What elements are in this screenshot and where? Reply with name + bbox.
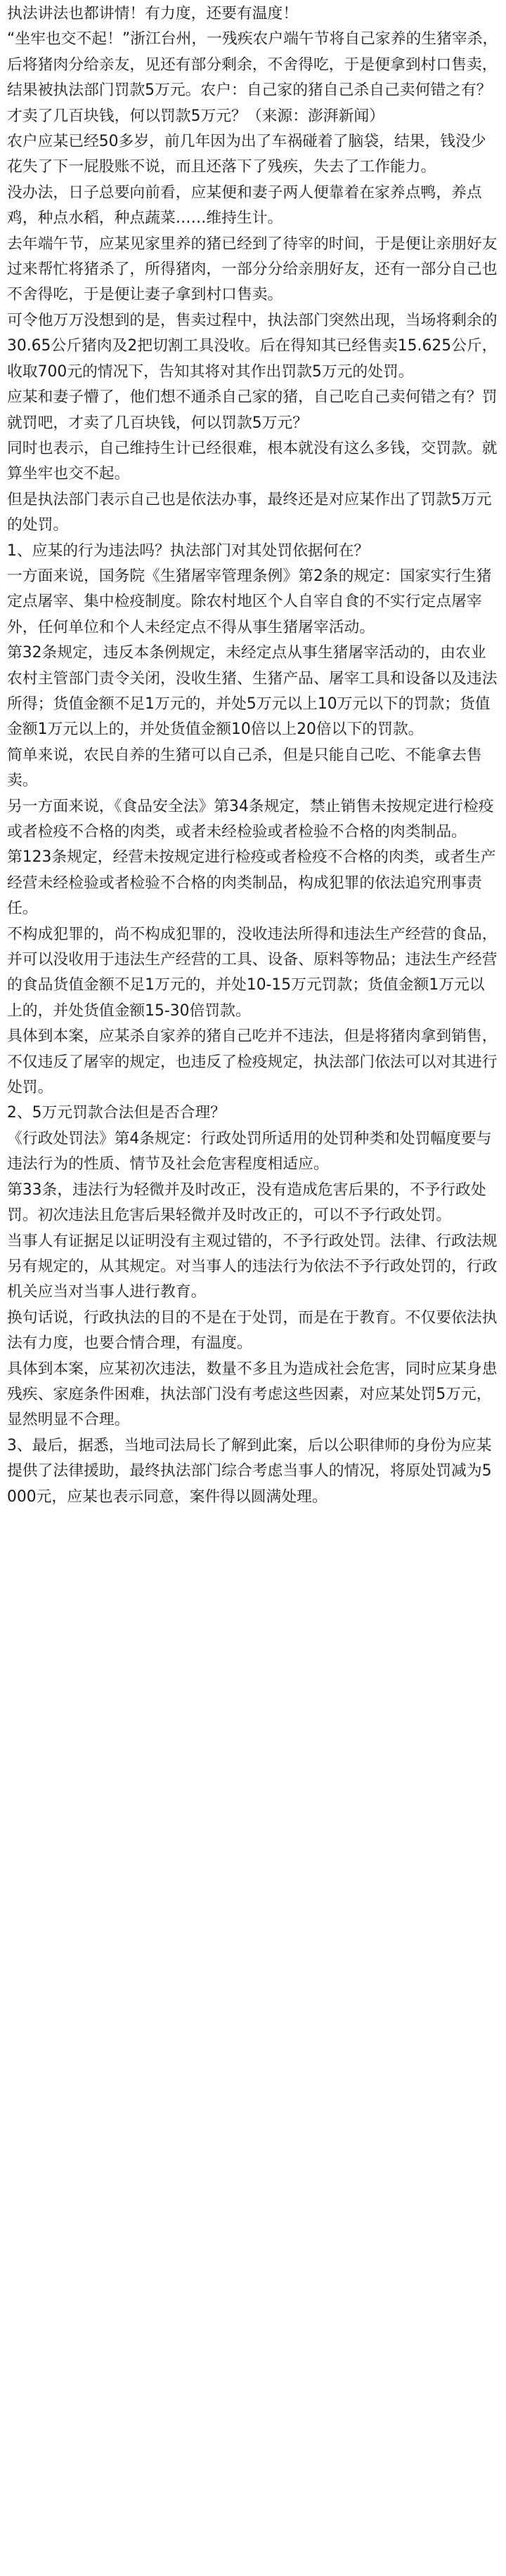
paragraph-conclusion: 3、最后，据悉，当地司法局长了解到此案，后以公职律师的身份为应某提供了法律援助，最终执法部门综合考虑当事人的情况，将原处罚减为5000元，应某也表示同意，案件得以圆满处理。: [7, 1436, 492, 1506]
paragraph-background: 农户应某已经50多岁，前几年因为出了车祸碰着了脑袋，结果，钱没少花失了下一屁股账不说，而且还落下了残疾，失去了工作能力。: [7, 133, 486, 176]
paragraph-news-summary: “坐牢也交不起！”浙江台州，一残疾农户端午节将自己家养的生猪宰杀，后将猪肉分给亲友，见还有部分剩余，不舍得吃，于是便拿到村口售卖，结果被执法部门罚款5万元。农户：自己家的猪自己杀自己卖何错之有？才卖了几百块钱，何以罚款5万元？（来源：澎湃新闻）: [7, 30, 498, 125]
paragraph-livelihood: 没办法，日子总要向前看，应某便和妻子两人便靠着在家养点鸭，养点鸡，种点水稻，种点蔬菜……维持生计。: [7, 183, 482, 228]
paragraph-slaughter: 去年端午节，应某见家里养的猪已经到了待宰的时间，于是便让亲朋好友过来帮忙将猪杀了，所得猪肉，一部分分给亲朋好友，还有一部分自己也不舍得吃，于是便让妻子拿到村口售卖。: [7, 235, 498, 304]
paragraph-case-analysis: 具体到本案，应某杀自家养的猪自己吃并不违法，但是将猪肉拿到销售，不仅违反了屠宰的规定，也违反了检疫规定，执法部门依法可以对其进行处罚。: [7, 1027, 498, 1097]
paragraph-reasonableness: 具体到本案，应某初次违法，数量不多且为造成社会危害，同时应某身患残疾、家庭条件困难，执法部门没有考虑这些因素，对应某处罚5万元，显然明显不合理。: [7, 1360, 498, 1429]
paragraph-penalty: 但是执法部门表示自己也是依法办事，最终还是对应某作出了罚款5万元的处罚。: [7, 490, 492, 534]
paragraph-admin-penalty-art33: 第33条，违法行为轻微并及时改正，没有造成危害后果的，不予行政处罚。初次违法且危害后果轻微并及时改正的，可以不予行政处罚。: [7, 1181, 486, 1225]
paragraph-admin-penalty-art4: 《行政处罚法》第4条规定：行政处罚所适用的处罚种类和处罚幅度要与违法行为的性质、情节及社会危害程度相适应。: [7, 1129, 492, 1174]
paragraph-statement: 同时也表示，自己维持生计已经很难，根本就没有这么多钱，交罚款。就算坐牢也交不起。: [7, 439, 498, 483]
paragraph-regulation-art32: 第32条规定，违反本条例规定，未经定点从事生猪屠宰活动的，由农业农村主管部门责令关闭，没收生猪、生猪产品、屠宰工具和设备以及违法所得；货值金额不足1万元的，并处5万元以上10万元以下的罚款；货值金额1万元以上的，并处货值金额10倍以上20倍以下的罚款。: [7, 644, 498, 739]
section-heading-1: 1、应某的行为违法吗？执法部门对其处罚依据何在？: [7, 541, 370, 560]
paragraph-regulation-art2: 一方面来说，国务院《生猪屠宰管理条例》第2条的规定：国家实行生猪定点屠宰、集中检疫制度。除农村地区个人自宰自食的不实行定点屠宰外，任何单位和个人未经定点不得从事生猪屠宰活动。: [7, 567, 492, 636]
paragraph-summary-1: 简单来说，农民自养的生猪可以自己杀，但是只能自己吃、不能拿去售卖。: [7, 746, 482, 790]
paragraph-no-fault: 当事人有证据足以证明没有主观过错的，不予行政处罚。法律、行政法规另有规定的，从其规定。对当事人的违法行为依法不予行政处罚的，行政机关应当对当事人进行教育。: [7, 1232, 498, 1301]
section-heading-2: 2、5万元罚款合法但是否合理？: [7, 1104, 226, 1122]
paragraph-enforcement: 可令他万万没想到的是，售卖过程中，执法部门突然出现，当场将剩余的30.65公斤猪肉及2把切割工具没收。后在得知其已经售卖15.625公斤，收取700元的情况下，告知其将对其作出罚款5万元的处罚。: [7, 311, 498, 381]
paragraph-food-safety-art34: 另一方面来说，《食品安全法》第34条规定，禁止销售未按规定进行检疫或者检疫不合格的肉类，或者未经检验或者检验不合格的肉类制品。: [7, 797, 494, 841]
article-headline: 执法讲法也都讲情！有力度，还要有温度！: [7, 5, 299, 22]
paragraph-education: 换句话说，行政执法的目的不是在于处罚，而是在于教育。不仅要依法执法有力度，也要合情合理，有温度。: [7, 1308, 498, 1353]
paragraph-food-safety-art123: 第123条规定，经营未按规定进行检疫或者检疫不合格的肉类，或者生产经营未经检验或者检验不合格的肉类制品，构成犯罪的依法追究刑事责任。: [7, 848, 496, 918]
paragraph-reaction: 应某和妻子懵了，他们想不通杀自己家的猪，自己吃自己卖何错之有？罚就罚吧，才卖了几百块钱，何以罚款5万元？: [7, 388, 498, 432]
paragraph-non-criminal: 不构成犯罪的，尚不构成犯罪的，没收违法所得和违法生产经营的食品，并可以没收用于违法生产经营的工具、设备、原料等物品；违法生产经营的食品货值金额不足1万元的，并处10-15万元罚款；货值金额1万元以上的，并处货值金额15-30倍罚款。: [7, 925, 498, 1020]
